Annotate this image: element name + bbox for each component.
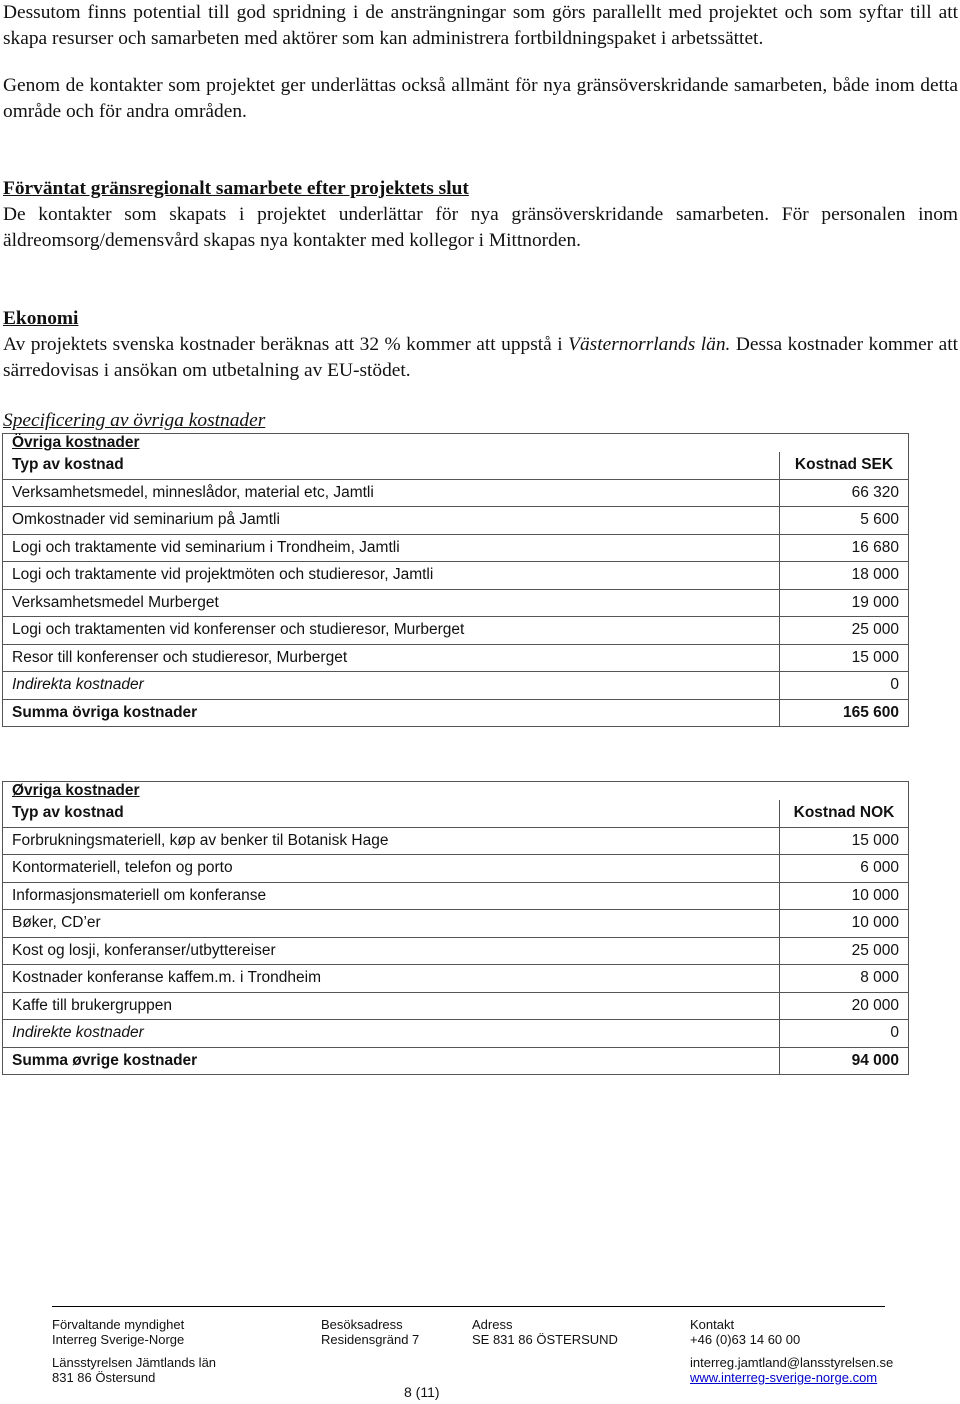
row-amount: 20 000 (780, 992, 909, 1020)
row-amount: 25 000 (780, 617, 909, 645)
sum-label: Summa övriga kostnader (3, 699, 780, 727)
intro-text: Dessutom finns potential till god spridning i de ansträngningar som görs parallellt med projektet och som syftar till att skapa resurser och samarbeten med aktörer som kan administrera fortbildningspaket i arbetssättet. (3, 2, 958, 49)
footer-authority (52, 1317, 216, 1385)
sum-amount: 94 000 (780, 1047, 909, 1075)
regional-heading: Förväntat gränsregionalt samarbete efter projektets slut (3, 178, 469, 199)
row-label: Informasjonsmateriell om konferanse (3, 882, 780, 910)
footer-visit (321, 1317, 419, 1347)
table-row-sum (3, 699, 909, 727)
economy-text-before: Av projektets svenska kostnader beräknas att 32 % kommer att uppstå i (3, 334, 569, 355)
row-label: Verksamhetsmedel, minneslådor, material etc, Jamtli (3, 479, 780, 507)
authority-postal: 831 86 Östersund (52, 1370, 156, 1385)
row-amount: 10 000 (780, 882, 909, 910)
table-sek-col-type: Typ av kostnad (3, 452, 780, 479)
table-row (3, 589, 909, 617)
row-label: Verksamhetsmedel Murberget (3, 589, 780, 617)
row-amount: 19 000 (780, 589, 909, 617)
row-amount: 15 000 (780, 644, 909, 672)
authority-label: Förvaltande myndighet (52, 1317, 185, 1332)
economy-text (3, 332, 958, 384)
footer-divider (52, 1306, 885, 1307)
spec-title: Specificering av övriga kostnader (3, 410, 266, 431)
economy-heading: Ekonomi (3, 308, 79, 329)
website-link[interactable]: www.interreg-sverige-norge.com (690, 1370, 878, 1385)
row-amount: 10 000 (780, 910, 909, 938)
table-nok-title-text: Øvriga kostnader (12, 782, 140, 799)
row-label: Logi och traktamente vid seminarium i Trondheim, Jamtli (3, 534, 780, 562)
page-number: 8 (11) (404, 1384, 440, 1400)
footer-address (472, 1317, 618, 1347)
intro-paragraph (3, 0, 958, 52)
table-row (3, 644, 909, 672)
table-row (3, 534, 909, 562)
address-label: Adress (472, 1317, 513, 1332)
row-label: Bøker, CD’er (3, 910, 780, 938)
table-row-indirect (3, 672, 909, 700)
table-sek-title (3, 434, 909, 453)
table-row-indirect (3, 1020, 909, 1048)
table-sek-col-amount: Kostnad SEK (780, 452, 909, 479)
footer-contact (690, 1317, 893, 1385)
authority-name: Interreg Sverige-Norge (52, 1332, 185, 1347)
regional-text: De kontakter som skapats i projektet underlättar för nya gränsöverskridande samarbeten. För personalen inom äldreomsorg/demensvård skapas nya kontakter med kollegor i Mittnorden. (3, 204, 958, 251)
contacts-paragraph (3, 73, 958, 125)
table-row (3, 479, 909, 507)
table-nok-col-amount: Kostnad NOK (780, 800, 909, 827)
contact-label: Kontakt (690, 1317, 735, 1332)
contact-phone: +46 (0)63 14 60 00 (690, 1332, 801, 1347)
economy-text-after: Dessa kostnader kommer att särredovisas i ansökan om utbetalning av EU-stödet. (3, 334, 958, 381)
visit-value: Residensgränd 7 (321, 1332, 420, 1347)
table-row (3, 855, 909, 883)
table-sek-title-text: Övriga kostnader (12, 434, 140, 451)
address-value: SE 831 86 ÖSTERSUND (472, 1332, 618, 1347)
table-row (3, 937, 909, 965)
row-amount: 15 000 (780, 827, 909, 855)
sum-amount: 165 600 (780, 699, 909, 727)
row-label: Forbrukningsmateriell, køp av benker til Botanisk Hage (3, 827, 780, 855)
row-amount: 18 000 (780, 562, 909, 590)
contacts-text: Genom de kontakter som projektet ger underlättas också allmänt för nya gränsöverskridande samarbeten, både inom detta område och för andra områden. (3, 75, 958, 122)
table-row (3, 507, 909, 535)
table-row (3, 562, 909, 590)
row-amount: 8 000 (780, 965, 909, 993)
table-row (3, 910, 909, 938)
table-nok-title (3, 782, 909, 801)
table-row (3, 882, 909, 910)
table-row (3, 827, 909, 855)
regional-section (3, 176, 958, 254)
row-amount: 5 600 (780, 507, 909, 535)
sum-label: Summa øvrige kostnader (3, 1047, 780, 1075)
row-amount: 16 680 (780, 534, 909, 562)
row-amount: 25 000 (780, 937, 909, 965)
indirect-label: Indirekta kostnader (3, 672, 780, 700)
row-label: Kostnader konferanse kaffem.m. i Trondheim (3, 965, 780, 993)
cost-table-nok (2, 781, 909, 1075)
row-label: Kaffe till brukergruppen (3, 992, 780, 1020)
row-label: Resor till konferenser och studieresor, Murberget (3, 644, 780, 672)
indirect-label: Indirekte kostnader (3, 1020, 780, 1048)
row-amount: 6 000 (780, 855, 909, 883)
table-row (3, 965, 909, 993)
table-row (3, 992, 909, 1020)
row-label: Kost og losji, konferanser/utbyttereiser (3, 937, 780, 965)
indirect-amount: 0 (780, 672, 909, 700)
economy-section (3, 306, 958, 384)
row-label: Kontormateriell, telefon og porto (3, 855, 780, 883)
table-row-sum (3, 1047, 909, 1075)
contact-email: interreg.jamtland@lansstyrelsen.se (690, 1355, 894, 1370)
row-amount: 66 320 (780, 479, 909, 507)
table-nok-col-type: Typ av kostnad (3, 800, 780, 827)
economy-region: Västernorrlands län. (568, 334, 731, 355)
indirect-amount: 0 (780, 1020, 909, 1048)
cost-table-sek (2, 433, 909, 727)
spec-title-block (3, 408, 958, 434)
table-row (3, 617, 909, 645)
row-label: Logi och traktamente vid projektmöten och studieresor, Jamtli (3, 562, 780, 590)
row-label: Omkostnader vid seminarium på Jamtli (3, 507, 780, 535)
visit-label: Besöksadress (321, 1317, 403, 1332)
row-label: Logi och traktamenten vid konferenser och studieresor, Murberget (3, 617, 780, 645)
authority-org: Länsstyrelsen Jämtlands län (52, 1355, 217, 1370)
